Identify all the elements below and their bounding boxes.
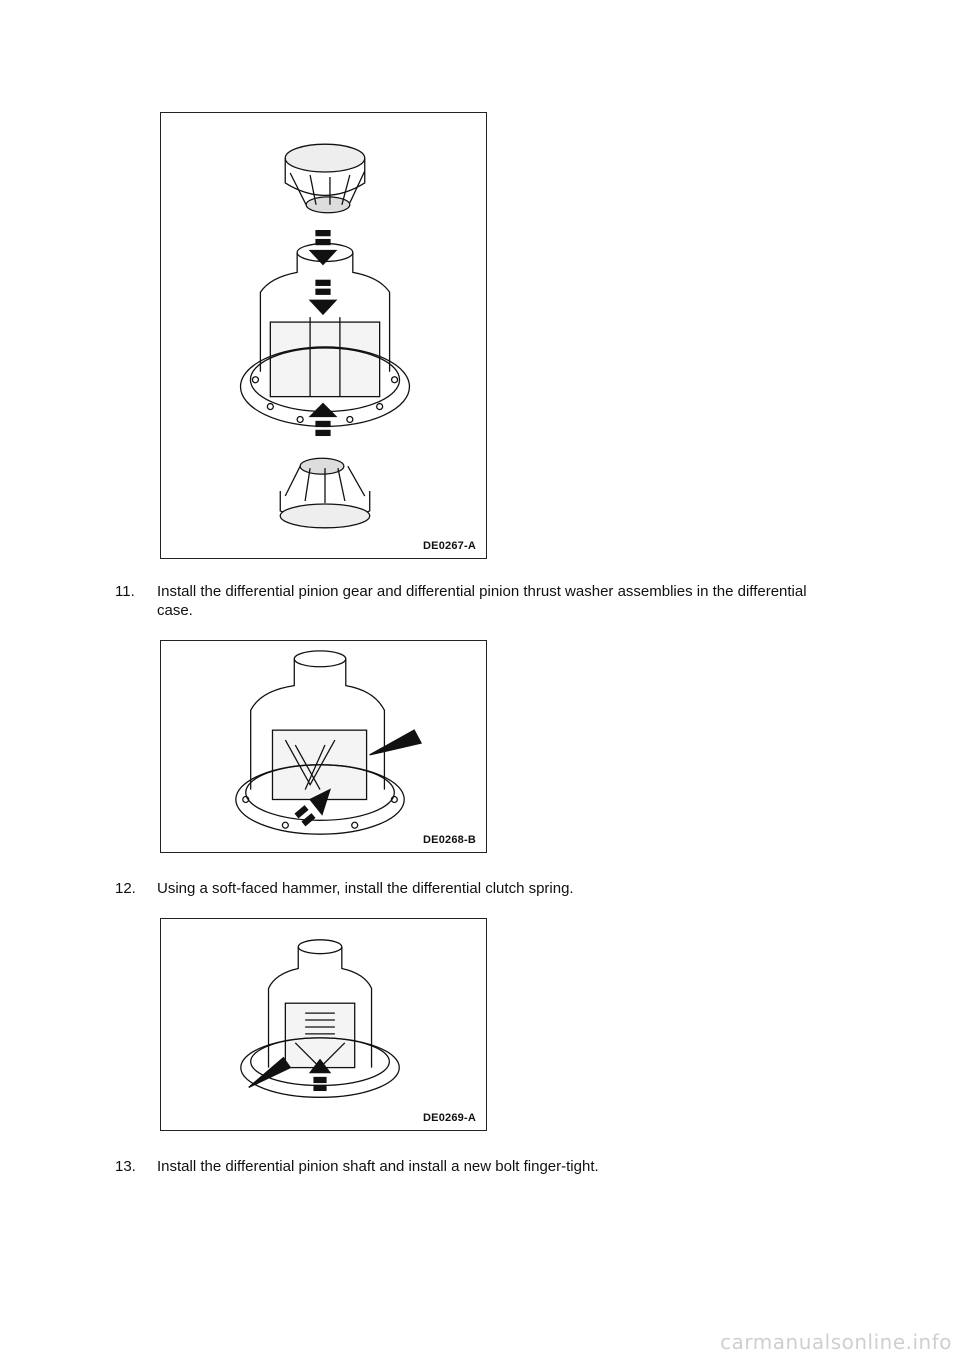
step-number: 12. (115, 880, 136, 897)
step-13 (115, 1157, 815, 1177)
step-12 (115, 879, 815, 899)
figure-de0269 (160, 918, 487, 1131)
step-text: Install the differential pinion gear and differential pinion thrust washer assemblies in the differential case. (157, 583, 807, 619)
figure-de0268 (160, 640, 487, 853)
differential-clutch-spring-illustration (161, 919, 486, 1130)
figure-de0267 (160, 112, 487, 559)
differential-case-pinion-illustration (161, 641, 486, 852)
step-number: 13. (115, 1158, 136, 1175)
step-text: Using a soft-faced hammer, install the differential clutch spring. (157, 880, 574, 897)
figure-code: DE0267-A (423, 540, 476, 552)
step-11 (115, 582, 815, 622)
differential-exploded-illustration (161, 113, 486, 558)
figure-code: DE0268-B (423, 834, 476, 846)
step-text: Install the differential pinion shaft and install a new bolt finger-tight. (157, 1158, 599, 1175)
watermark-text: carmanualsonline.info (720, 1330, 952, 1354)
step-number: 11. (115, 583, 135, 600)
figure-code: DE0269-A (423, 1112, 476, 1124)
